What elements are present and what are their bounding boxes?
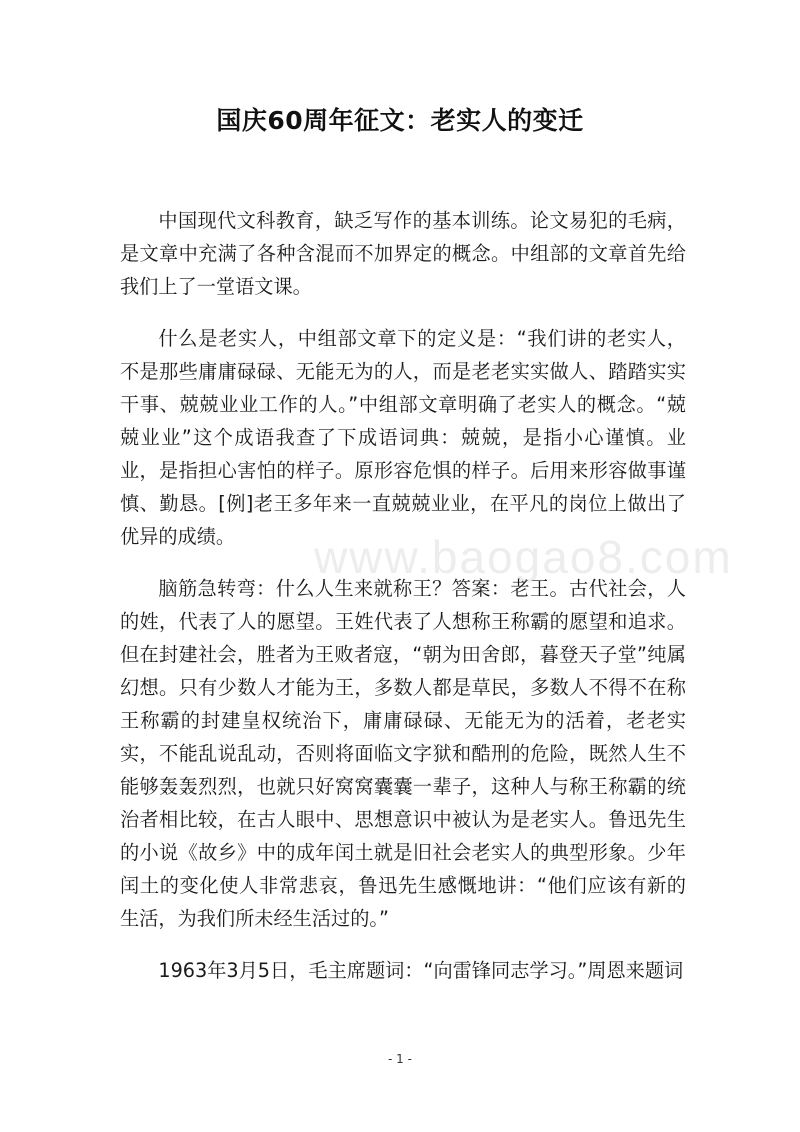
watermark: www.baogao8.com [314, 531, 733, 583]
document-body [120, 204, 686, 1006]
document-title: 国庆60周年征文：老实人的变迁 [216, 106, 584, 135]
paragraph-3: 脑筋急转弯：什么人生来就称王？答案：老王。古代社会，人的姓，代表了人的愿望。王姓代表了人想称王称霸的愿望和追求。但在封建社会，胜者为王败者寇，“朝为田舍郎，暮登天子堂”纯属幻想。只有少数人才能为王，多数人都是草民，多数人不得不在称王称霸的封建皇权统治下，庸庸碌碌、无能无为的活着，老老实实，不能乱说乱动，否则将面临文字狱和酷刑的危险，既然人生不能够轰轰烈烈，也就只好窝窝囊囊一辈子，这种人与称王称霸的统治者相比较，在古人眼中、思想意识中被认为是老实人。鲁迅先生的小说《故乡》中的成年闰土就是旧社会老实人的典型形象。少年闰土的变化使人非常悲哀，鲁迅先生感慨地讲：“他们应该有新的生活，为我们所未经生活过的。” [120, 577, 686, 930]
paragraph-4: 1963年3月5日，毛主席题词：“向雷锋同志学习。”周恩来题词 [158, 959, 684, 982]
paragraph-1: 中国现代文科教育，缺乏写作的基本训练。论文易犯的毛病，是文章中充满了各种含混而不加界定的概念。中组部的文章首先给我们上了一堂语文课。 [120, 209, 686, 298]
page-number: - 1 - [388, 1052, 412, 1066]
paragraph-2: 什么是老实人，中组部文章下的定义是：“我们讲的老实人，不是那些庸庸碌碌、无能无为的人，而是老老实实做人、踏踏实实干事、兢兢业业工作的人。”中组部文章明确了老实人的概念。“兢兢业业”这个成语我查了下成语词典：兢兢，是指小心谨慎。业业，是指担心害怕的样子。原形容危惧的样子。后用来形容做事谨慎、勤恳。[例]老王多年来一直兢兢业业，在平凡的岗位上做出了优异的成绩。 [120, 327, 686, 548]
